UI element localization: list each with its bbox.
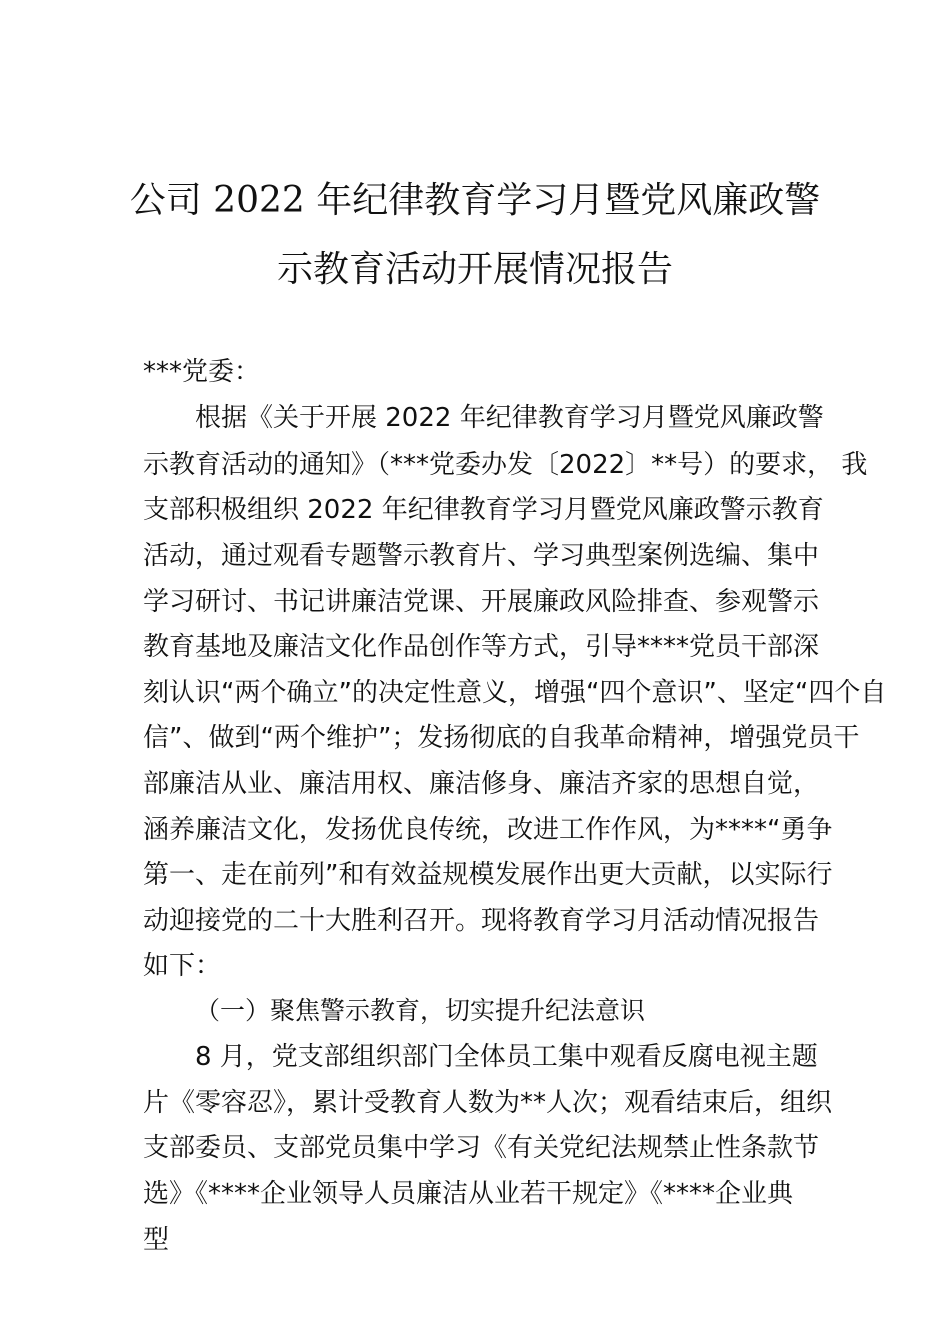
document-title-line-1: 公司 2022 年纪律教育学习月暨党风廉政警 [129, 180, 821, 221]
body-line: 根据《关于开展 2022 年纪律教育学习月暨党风廉政警 [195, 403, 824, 433]
body-line: 信”、做到“两个维护”；发扬彻底的自我革命精神，增强党员干 [143, 723, 860, 753]
body-line: 涵养廉洁文化，发扬优良传统，改进工作作风，为****“勇争 [143, 815, 833, 845]
body-line: 教育基地及廉洁文化作品创作等方式，引导****党员干部深 [143, 632, 820, 662]
body-line: 第一、走在前列”和有效益规模发展作出更大贡献，以实际行 [143, 860, 833, 890]
body-line: 支部积极组织 2022 年纪律教育学习月暨党风廉政警示教育 [143, 495, 824, 525]
body-line: 动迎接党的二十大胜利召开。现将教育学习月活动情况报告 [143, 906, 820, 936]
body-line: 如下： [143, 951, 222, 981]
section-heading: （一）聚焦警示教育，切实提升纪法意识 [195, 996, 646, 1025]
section-line: 8 月，党支部组织部门全体员工集中观看反腐电视主题 [195, 1042, 818, 1072]
body-line: 学习研讨、书记讲廉洁党课、开展廉政风险排查、参观警示 [143, 587, 820, 617]
body-line: 活动，通过观看专题警示教育片、学习典型案例选编、集中 [143, 541, 820, 571]
salutation: ***党委： [143, 357, 261, 387]
body-line: 部廉洁从业、廉洁用权、廉洁修身、廉洁齐家的思想自觉， [143, 769, 820, 799]
document-title-line-2: 示教育活动开展情况报告 [276, 249, 673, 290]
section-line: 选》《****企业领导人员廉洁从业若干规定》《****企业典 [143, 1179, 794, 1209]
body-line: 刻认识“两个确立”的决定性意义，增强“四个意识”、坚定“四个自 [143, 678, 887, 708]
section-line: 片《零容忍》，累计受教育人数为**人次；观看结束后，组织 [143, 1088, 833, 1118]
section-line: 支部委员、支部党员集中学习《有关党纪法规禁止性条款节 [143, 1133, 820, 1163]
body-line: 示教育活动的通知》（***党委办发〔2022〕**号）的要求， 我 [143, 450, 868, 480]
section-line: 型 [143, 1225, 170, 1255]
